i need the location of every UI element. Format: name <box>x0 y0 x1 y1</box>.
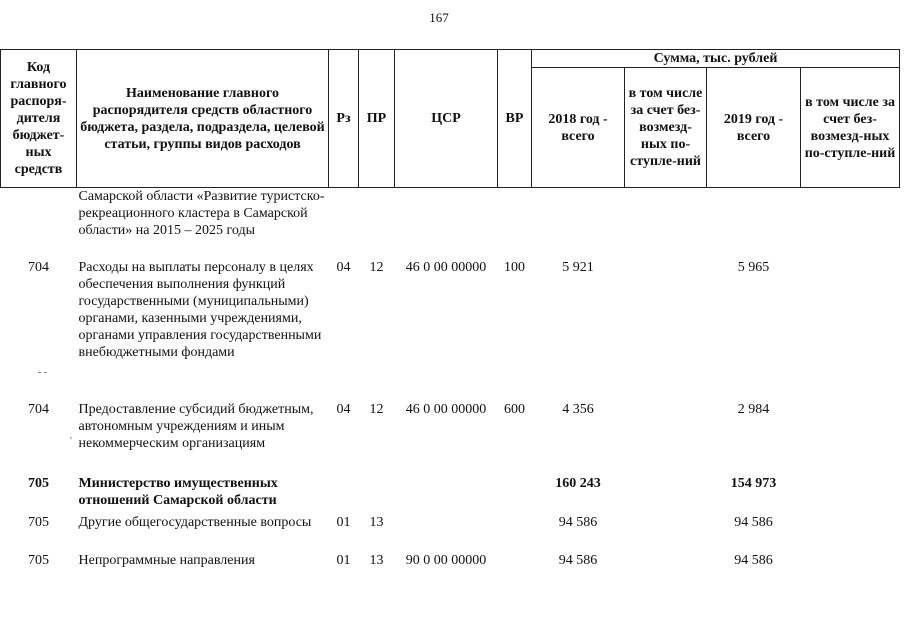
row-code <box>1 188 77 259</box>
row-2019-total <box>707 188 801 259</box>
table-row <box>1 401 900 475</box>
row-name: Другие общегосударственные вопросы <box>78 514 312 530</box>
header-sum-group: Сумма, тыс. рублей <box>532 50 900 68</box>
row-code: 704 <box>28 401 49 417</box>
header-vr: ВР <box>498 50 532 188</box>
row-rz: 01 <box>336 514 351 530</box>
row-2018-total: 94 586 <box>558 552 598 568</box>
row-pr: 13 <box>369 552 384 568</box>
row-code: 705 <box>28 514 49 530</box>
row-2019-total: 5 965 <box>737 259 770 275</box>
table-row <box>1 259 900 401</box>
header-csr: ЦСР <box>395 50 498 188</box>
row-2018-total: 160 243 <box>555 475 601 491</box>
table-row <box>1 514 900 552</box>
row-code: 705 <box>28 552 49 568</box>
header-pr: ПР <box>359 50 395 188</box>
row-name: Расходы на выплаты персоналу в целях обеспечения выполнения функций государственными (муниципальными) органами, казенными учреждениями, органами управления государственными внебюджетными фондами <box>78 259 322 360</box>
row-2019-free <box>801 514 900 552</box>
row-2018-free <box>625 188 707 259</box>
row-code: 705 <box>28 475 49 491</box>
row-2018-free <box>625 552 707 574</box>
row-name: Непрограммные направления <box>78 552 255 568</box>
table-row <box>1 475 900 514</box>
row-2019-free <box>801 401 900 475</box>
row-name: Предоставление субсидий бюджетным, автономным учреждениям и иным некоммерческим организациям <box>78 401 314 451</box>
header-rz: Рз <box>329 50 359 188</box>
row-rz: 01 <box>336 552 351 568</box>
row-2018-total: 5 921 <box>562 259 594 275</box>
row-vr <box>498 475 532 514</box>
row-2019-total: 94 586 <box>734 514 773 530</box>
scan-speck: ' <box>70 436 72 447</box>
row-2019-total: 154 973 <box>730 475 777 491</box>
row-vr <box>498 552 532 574</box>
row-csr: 90 0 00 00000 <box>405 552 487 568</box>
table-body <box>1 188 900 574</box>
row-csr <box>395 475 498 514</box>
header-2019-free: в том числе за счет без-возмезд-ных по-ступле-ний <box>801 68 900 188</box>
row-csr: 46 0 00 00000 <box>405 259 487 275</box>
row-pr: 13 <box>369 514 384 530</box>
header-name: Наименование главного распорядителя средств областного бюджета, раздела, подраздела, целевой статьи, группы видов расходов <box>77 50 329 188</box>
row-rz: 04 <box>336 401 351 417</box>
row-2019-total: 94 586 <box>734 552 773 568</box>
page-number: 167 <box>429 10 449 25</box>
scan-speck: - - <box>38 367 48 378</box>
header-2018-total: 2018 год - всего <box>532 68 625 188</box>
row-2019-total: 2 984 <box>737 401 770 417</box>
row-pr: 12 <box>369 401 384 417</box>
row-2018-free <box>625 259 707 401</box>
row-code: 704 <box>28 259 49 275</box>
table-row <box>1 188 900 259</box>
row-rz <box>329 475 359 514</box>
row-2018-total: 4 356 <box>562 401 594 417</box>
row-2018-free <box>625 401 707 475</box>
row-rz <box>329 188 359 259</box>
row-pr <box>359 188 395 259</box>
header-code: Код главного распоря-дителя бюджет-ных средств <box>1 50 77 188</box>
row-csr <box>395 188 498 259</box>
row-2018-total <box>532 188 625 259</box>
row-pr <box>359 475 395 514</box>
budget-table <box>0 49 900 574</box>
row-csr <box>395 514 498 552</box>
row-pr: 12 <box>369 259 384 275</box>
header-2019-total: 2019 год - всего <box>707 68 801 188</box>
row-name: Министерство имущественных отношений Самарской области <box>78 475 278 508</box>
row-2019-free <box>801 188 900 259</box>
row-vr <box>498 188 532 259</box>
row-2018-free <box>625 514 707 552</box>
table-row <box>1 552 900 574</box>
row-2018-free <box>625 475 707 514</box>
header-2018-free: в том числе за счет без-возмезд-ных по-ступле-ний <box>625 68 707 188</box>
table-header <box>1 50 900 188</box>
row-2018-total: 94 586 <box>558 514 598 530</box>
row-vr: 600 <box>504 401 525 417</box>
row-2019-free <box>801 552 900 574</box>
row-rz: 04 <box>336 259 351 275</box>
row-csr: 46 0 00 00000 <box>405 401 487 417</box>
row-vr <box>498 514 532 552</box>
row-vr: 100 <box>504 259 525 275</box>
row-2019-free <box>801 475 900 514</box>
row-name: Самарской области «Развитие туристско-рекреационного кластера в Самарской области» на 2015 – 2025 годы <box>78 189 325 238</box>
row-2019-free <box>801 259 900 401</box>
